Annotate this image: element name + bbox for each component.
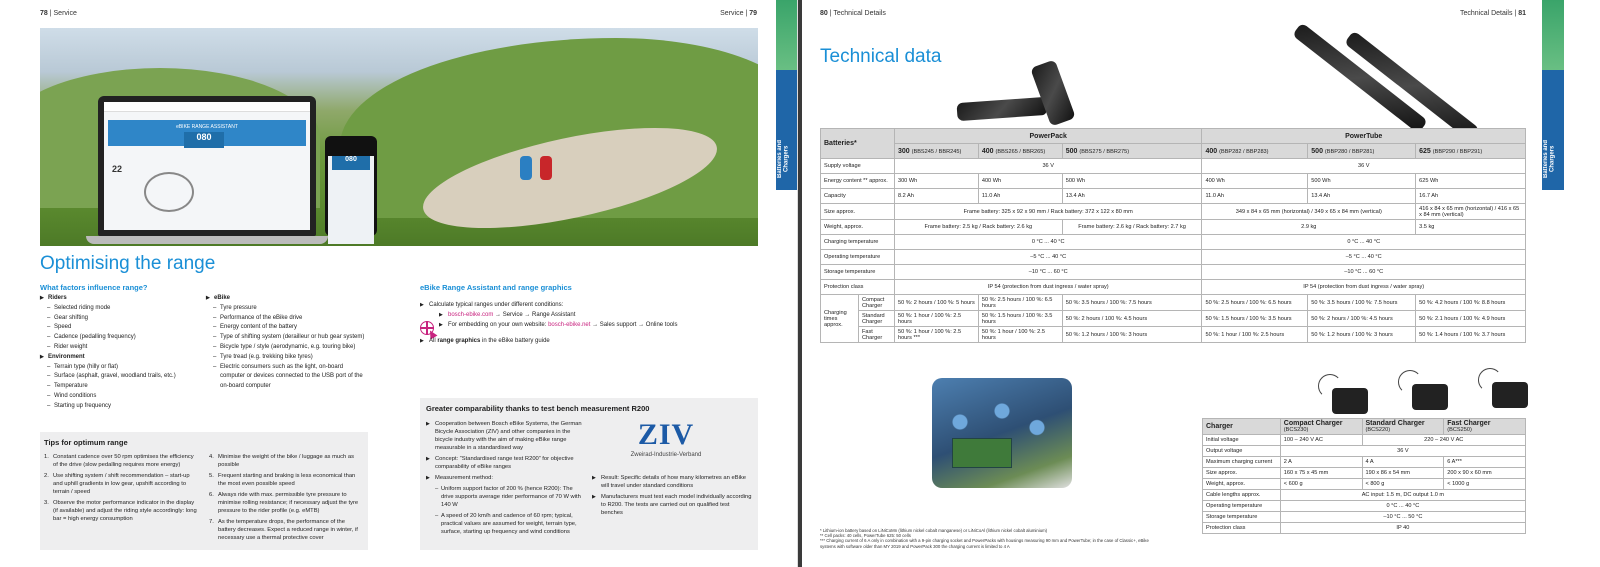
phone-mockup bbox=[325, 136, 377, 236]
bosch-ebike-com-link[interactable]: bosch-ebike.com bbox=[448, 312, 494, 318]
bike-icon bbox=[144, 172, 194, 212]
factors-ebike: ▶ eBike – Tyre pressure – Performance of the eBike drive – Energy content of the battery – Type of shifting system (derailleur or hub gear system) – Bicycle type / style (aerodynamic, e.g. touring bike) – Tyre tread (e.g. trekking bike tyres) – Electric consumers such as the light, on-board computer or devices connected to the USB port of the on-board computer bbox=[206, 294, 366, 392]
tips-heading: Tips for optimum range bbox=[44, 438, 128, 447]
model-header: 625 (BBP290 / BBP291) bbox=[1416, 144, 1526, 159]
tips-box bbox=[40, 432, 368, 550]
standard-charger-image bbox=[1412, 384, 1448, 410]
fast-charger-header: Fast Charger (BCS250) bbox=[1444, 419, 1526, 435]
table-row: Capacity 8.2 Ah 11.0 Ah 13.4 Ah 11.0 Ah 13.4 Ah 16.7 Ah bbox=[821, 189, 1526, 204]
tips-col-1: 1. Constant cadence over 50 rpm optimises the efficiency of the drive (slow pedalling requires more energy) 2. Use shifting system / shift recommendation – start-up and uphill gradients in low gear, upshift according to terrain / speed 3. Observe the motor performance indicator in the display (if available) and adjust the riding style accordingly: long bar = high energy consumption bbox=[44, 454, 197, 522]
standard-charger-header: Standard Charger (BCS220) bbox=[1362, 419, 1444, 435]
folio-right: Technical Details | 81 bbox=[1459, 10, 1526, 17]
compact-charger-header: Compact Charger (BCS230) bbox=[1280, 419, 1362, 435]
table-row: Storage temperature –10 °C ... 50 °C bbox=[1203, 512, 1526, 523]
table-row: Fast Charger 50 %: 1 hour / 100 %: 2.5 hours *** 50 %: 1 hour / 100 %: 2.5 hours 50 %: 1.2 hours / 100 %: 3 hours 50 %: 1 hour / 100 %: 2.5 hours 50 %: 1.2 hours / 100 %: 3 hours 50 %: 1.4 hours / 100 %: 3.7 hours bbox=[821, 327, 1526, 343]
table-row: Protection class IP 54 (protection from dust ingress / water spray) IP 54 (protection from dust ingress / water spray) bbox=[821, 280, 1526, 295]
rider-icon bbox=[540, 156, 552, 180]
laptop-mockup bbox=[98, 96, 316, 236]
range-assistant-list: ▶ Calculate typical ranges under different conditions: ▶ bosch-ebike.com → Service → Range Assistant ▶ For embedding on your own website: bosch-ebike.net → Sales support → Online tools ▶ All range graphics in the eBike battery guide bbox=[420, 300, 750, 346]
model-header: 400 (BBP282 / BBP283) bbox=[1202, 144, 1308, 159]
table-row: Cable lengths approx. AC input: 1.5 m, DC output 1.0 m bbox=[1203, 490, 1526, 501]
table-row: Operating temperature 0 °C ... 40 °C bbox=[1203, 501, 1526, 512]
model-header: 500 (BBS275 / BBR275) bbox=[1062, 144, 1202, 159]
model-header: 300 (BBS245 / BBR245) bbox=[894, 144, 978, 159]
table-row: Standard Charger 50 %: 1 hour / 100 %: 2.5 hours 50 %: 1.5 hours / 100 %: 3.5 hours 50 %: 2 hours / 100 %: 4.5 hours 50 %: 1.5 hours / 100 %: 3.5 hours 50 %: 2 hours / 100 %: 4.5 hours 50 %: 2.1 hours / 100 %: 4.9 hours bbox=[821, 311, 1526, 327]
batteries-header: Batteries* bbox=[821, 129, 895, 159]
table-row: Storage temperature –10 °C ... 60 °C –10 °C ... 60 °C bbox=[821, 265, 1526, 280]
powerpack-rack-image bbox=[956, 97, 1047, 121]
table-row: Charging temperature 0 °C ... 40 °C 0 °C ... 40 °C bbox=[821, 235, 1526, 250]
hero-image bbox=[40, 28, 758, 246]
range-value: 080 bbox=[184, 132, 224, 148]
table-row: Energy content ** approx. 300 Wh 400 Wh 500 Wh 400 Wh 500 Wh 625 Wh bbox=[821, 174, 1526, 189]
factors-riders-environment: ▶ Riders – Selected riding mode – Gear shifting – Speed – Cadence (pedalling frequency) – Rider weight ▶ Environment – Terrain type (hilly or flat) – Surface (asphalt, gravel, woodland trails, etc.) – Temperature – Wind conditions – Starting up frequency bbox=[40, 294, 200, 412]
ziv-heading: Greater comparability thanks to test bench measurement R200 bbox=[426, 404, 650, 413]
folio-left: 78 | Service bbox=[40, 10, 77, 17]
charger-header: Charger bbox=[1203, 419, 1281, 435]
ziv-logo: ZIV Zweirad-Industrie-Verband bbox=[630, 418, 702, 458]
compact-charger-image bbox=[1332, 388, 1368, 414]
table-row: Operating temperature –5 °C ... 40 °C –5 °C ... 40 °C bbox=[821, 250, 1526, 265]
powerpack-header: PowerPack bbox=[894, 129, 1202, 144]
battery-cell-pack-image bbox=[932, 378, 1072, 488]
page-title: Optimising the range bbox=[40, 253, 216, 274]
ziv-box: Greater comparability thanks to test bench measurement R200 ▶ Cooperation between Bosch eBike Systems, the German Bicycle Association (ZIV) and other companies in the bicycle industry with the aim of making eBike range measurable in a standardised way ▶ Concept: “Standardised range test R200” for objective comparability of eBike ranges ▶ Measurement method: – Uniform support factor of 200 % (hence R200): The drive supports average rider performance of 70 W with 140 W – A speed of 20 km/h and cadence of 60 rpm; typical, practical values are assumed for weight, terrain type, surface, starting up frequency and wind conditions ZIV Zweirad-Industrie-Verband ▶ Result: Specific details of how many kilometres an eBike will travel under standard conditions ▶ Manufacturers must test each model individually according to R200. The tests are carried out on qualified test benches bbox=[420, 398, 758, 550]
powerpack-frame-image bbox=[1030, 59, 1076, 126]
left-spread bbox=[0, 0, 798, 567]
battery-spec-table bbox=[820, 128, 1526, 343]
table-row: Size approx. Frame battery: 325 x 92 x 90 mm / Rack battery: 372 x 122 x 80 mm 349 x 84 x 65 mm (horizontal) / 349 x 65 x 84 mm (vertical) 416 x 84 x 65 mm (horizontal) / 416 x 65 x 84 mm (vertical) bbox=[821, 204, 1526, 220]
table-row: Initial voltage 100 – 240 V AC 220 – 240 V AC bbox=[1203, 435, 1526, 446]
table-row: Supply voltage 36 V 36 V bbox=[821, 159, 1526, 174]
model-header: 400 (BBS265 / BBR265) bbox=[978, 144, 1062, 159]
folio-right: Service | 79 bbox=[720, 10, 757, 17]
side-tab-left[interactable]: Batteries and Chargers bbox=[776, 0, 798, 190]
range-assistant-heading: eBike Range Assistant and range graphics bbox=[420, 283, 572, 292]
table-row: Maximum charging current 2 A 4 A 6 A*** bbox=[1203, 457, 1526, 468]
footnotes: * Lithium-ion battery based on LiNiCoMn (lithium nickel cobalt manganese) or LiNiCoAl (lithium nickel cobalt aluminium) ** Cell packs: 40 cells, PowerTube 625: 50 cells *** Charging current of 6 A only in combination with a 9-pin charging socket and PowerPacks with housings measuring 90 mm and PowerTube; in the case of Classic+, eBike systems with software older than MY 2019 and PowerPack 300 the charging current is limited to 4 A bbox=[820, 528, 1149, 549]
table-row: Protection class IP 40 bbox=[1203, 523, 1526, 534]
right-spread bbox=[802, 0, 1600, 567]
range-assistant-title: eBIKE RANGE ASSISTANT bbox=[108, 120, 306, 146]
folio-left: 80 | Technical Details bbox=[820, 10, 886, 17]
table-row: Output voltage 36 V bbox=[1203, 446, 1526, 457]
charger-spec-table bbox=[1202, 418, 1526, 534]
tips-col-2: 4. Minimise the weight of the bike / luggage as much as possible 5. Frequent starting and braking is less economical than the most even possible speed 6. Always ride with max. permissible tyre pressure to minimise rolling resistance; if necessary adjust the tyre pressure to the rider profile (e.g. eMTB) 7. As the temperature drops, the performance of the battery decreases. Expect a reduced range in winter, if necessary use a thermal protective cover bbox=[209, 454, 359, 541]
table-row: Weight, approx. Frame battery: 2.5 kg / Rack battery: 2.6 kg Frame battery: 2.6 kg / Rack battery: 2.7 kg 2.9 kg 3.5 kg bbox=[821, 220, 1526, 235]
fast-charger-image bbox=[1492, 382, 1528, 408]
rider-icon bbox=[520, 156, 532, 180]
range-small-value: 22 bbox=[112, 164, 123, 174]
table-row: Charging times approx. Compact Charger 50 %: 2 hours / 100 %: 5 hours 50 %: 2.5 hours / 100 %: 6.5 hours 50 %: 3.5 hours / 100 %: 7.5 hours 50 %: 2.5 hours / 100 %: 6.5 hours 50 %: 3.5 hours / 100 %: 7.5 hours 50 %: 4.2 hours / 100 %: 8.8 hours bbox=[821, 295, 1526, 311]
model-header: 500 (BBP280 / BBP281) bbox=[1308, 144, 1416, 159]
factors-heading: What factors influence range? bbox=[40, 283, 148, 292]
page-title: Technical data bbox=[820, 46, 942, 67]
phone-range-value: 080 bbox=[332, 156, 370, 170]
table-row: Weight, approx. < 600 g < 800 g < 1000 g bbox=[1203, 479, 1526, 490]
side-tab-right[interactable]: Batteries and Chargers bbox=[1542, 0, 1564, 190]
powertube-header: PowerTube bbox=[1202, 129, 1526, 144]
table-row: Size approx. 160 x 75 x 45 mm 190 x 86 x 54 mm 200 x 90 x 60 mm bbox=[1203, 468, 1526, 479]
bosch-ebike-net-link[interactable]: bosch-ebike.net bbox=[548, 322, 591, 328]
